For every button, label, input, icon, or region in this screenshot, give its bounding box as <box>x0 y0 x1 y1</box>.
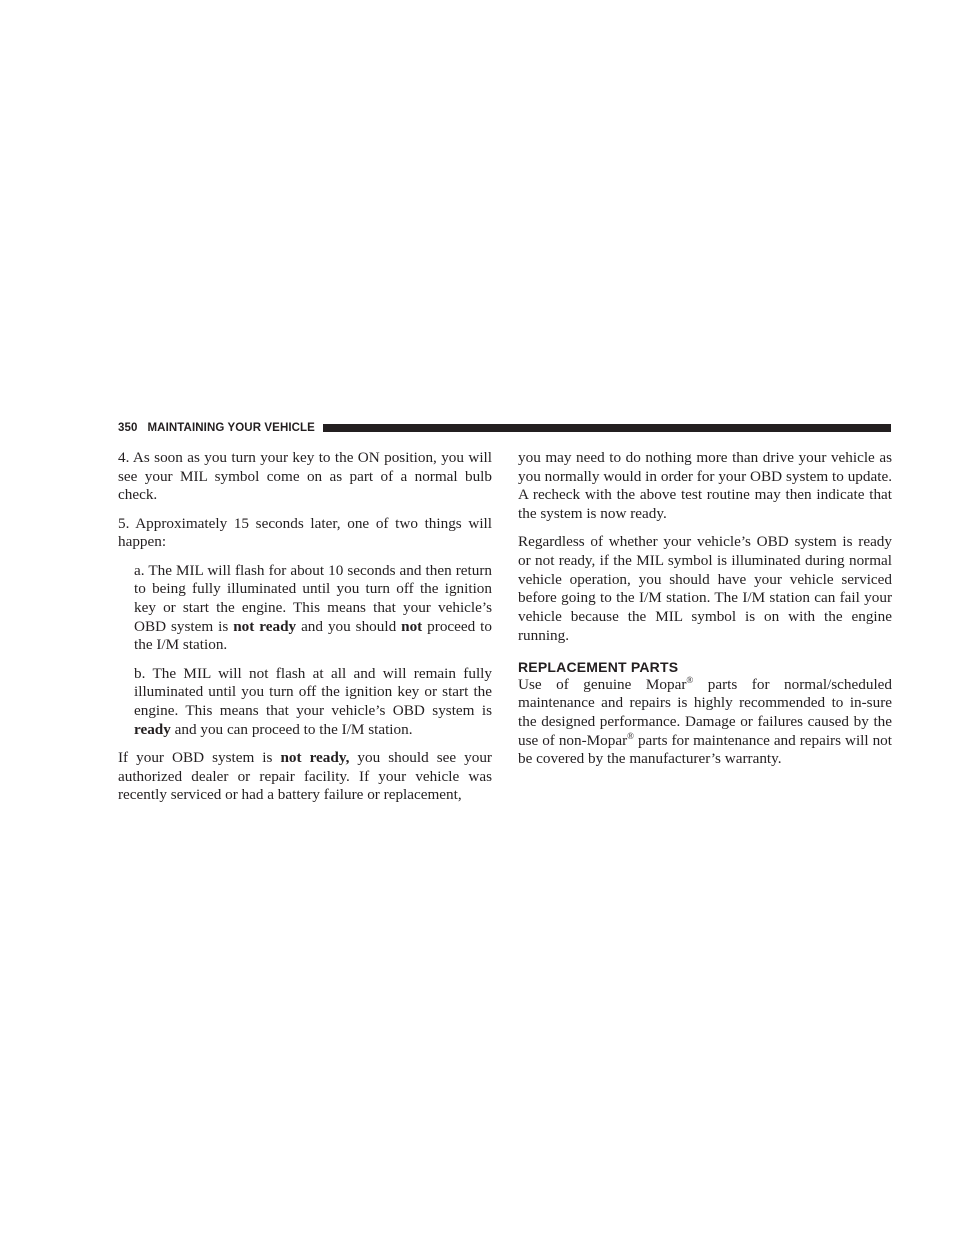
registered-mark: ® <box>627 730 634 741</box>
replacement-parts-paragraph <box>518 676 892 770</box>
not-ready-text-1: If your OBD system is <box>118 748 281 766</box>
substep-a-text-1: a. The MIL will flash for about 10 seconds and then return to being fully illuminated until you turn off the ignition key or start the engine. This means that your vehicle’s OBD system is <box>134 561 492 635</box>
substep-a-paragraph <box>134 562 492 656</box>
substep-a-bold-not: not <box>401 617 423 635</box>
substep-b-text-2: and you can proceed to the I/M station. <box>170 720 413 738</box>
header-rule <box>323 424 891 432</box>
right-column <box>518 449 892 779</box>
replacement-text-3: parts for maintenance and repairs will not be covered by the manufacturer’s warranty. <box>518 731 892 768</box>
substep-a-text-2: and you should <box>296 617 402 635</box>
substep-a-bold-not-ready: not ready <box>233 617 297 635</box>
step-5-paragraph: 5. Approximately 15 seconds later, one of two things will happen: <box>118 514 492 551</box>
registered-mark: ® <box>686 674 694 685</box>
step-4-paragraph: 4. As soon as you turn your key to the ON position, you will see your MIL symbol come on as part of a normal bulb check. <box>118 449 492 504</box>
replacement-text-1: Use of genuine Mopar <box>518 675 687 693</box>
page-number: 350 <box>118 422 138 434</box>
left-column <box>118 449 492 814</box>
substep-b-bold-ready: ready <box>134 720 171 738</box>
regardless-paragraph: Regardless of whether your vehicle’s OBD system is ready or not ready, if the MIL symbol is illuminated during normal vehicle operation, you should have your vehicle serviced before going to the I/M station. The I/M station can fail your vehicle because the MIL symbol is on with the engine running. <box>518 533 892 644</box>
substep-b-paragraph <box>134 665 492 740</box>
substep-a-text-3: proceed to the I/M station. <box>134 617 492 654</box>
not-ready-text-2: you should see your authorized dealer or repair facility. If your vehicle was recently serviced or had a battery failure or replacement, <box>118 748 492 804</box>
not-ready-paragraph <box>118 749 492 805</box>
continuation-paragraph: you may need to do nothing more than drive your vehicle as you normally would in order for your OBD system to update. A recheck with the above test routine may then indicate that the system is now ready. <box>518 449 892 523</box>
replacement-parts-heading: REPLACEMENT PARTS <box>518 658 679 675</box>
substep-b-text-1: b. The MIL will not flash at all and will remain fully illuminated until you turn off the ignition key or start the engine. This means that your vehicle’s OBD system is <box>134 664 492 719</box>
page-header <box>118 420 891 436</box>
replacement-text-2: parts for normal/scheduled maintenance and repairs is highly recommended to in-sure the designed performance. Damage or failures caused by the use of non-Mopar <box>518 675 893 749</box>
section-title: MAINTAINING YOUR VEHICLE <box>147 422 315 434</box>
not-ready-bold: not ready, <box>280 748 350 766</box>
